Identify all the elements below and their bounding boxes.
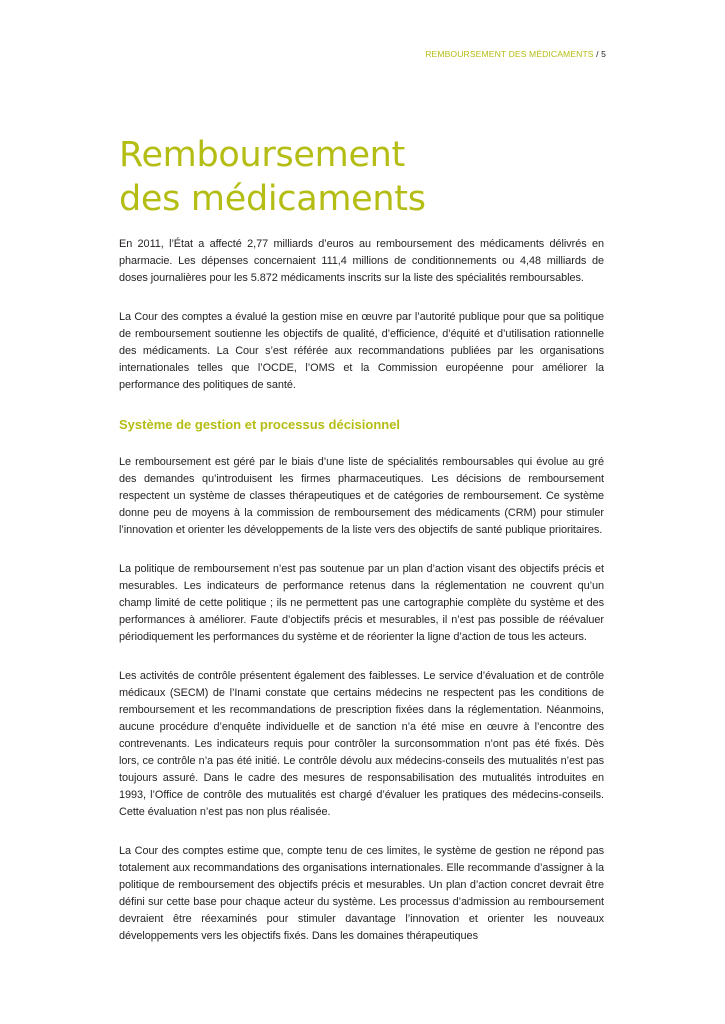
running-title: REMBOURSEMENT DES MÉDICAMENTS xyxy=(425,49,594,59)
intro-paragraph-2: La Cour des comptes a évalué la gestion mise en œuvre par l’autorité publique pour que sa politique de remboursement soutienne les objectifs de qualité, d’efficience, d’équité et d’utilisation rationnelle des médicaments. La Cour s’est référée aux recommandations publiées par les organisations internationales telles que l’OCDE, l’OMS et la Commission européenne pour améliorer la performance des politiques de santé. xyxy=(119,311,604,391)
section-heading: Système de gestion et processus décisionnel xyxy=(119,417,401,432)
title-line-1: Remboursement xyxy=(119,135,405,175)
section-paragraph-2: La politique de remboursement n’est pas soutenue par un plan d’action visant des objectifs précis et mesurables. Les indicateurs de performance retenus dans la réglementation ne couvrent qu’un champ limité de cette politique ; ils ne permettent pas une cartographie complète du système et des performances à améliorer. Faute d’objectifs précis et mesurables, il n’est pas possible de réévaluer périodiquement les performances du système et de réorienter la ligne d’action de tous les acteurs. xyxy=(119,563,604,643)
section-paragraph-1: Le remboursement est géré par le biais d’une liste de spécialités remboursables qui évolue au gré des demandes qu’introduisent les firmes pharmaceutiques. Les décisions de remboursement respectent un système de classes thérapeutiques et de catégories de remboursement. Ce système donne peu de moyens à la commission de remboursement des médicaments (CRM) pour stimuler l’innovation et orienter les développements de la liste vers des objectifs de santé publique prioritaires. xyxy=(119,456,604,536)
section-paragraph-3: Les activités de contrôle présentent également des faiblesses. Le service d’évaluation et de contrôle médicaux (SECM) de l’Inami constate que certains médecins ne respectent pas les conditions de remboursement et les recommandations de prescription fixées dans la réglementation. Néanmoins, aucune procédure d’enquête individuelle et de sanction n’a été mise en œuvre à l’encontre des contrevenants. Les indicateurs requis pour contrôler la surconsommation n’ont pas été fixés. Dès lors, ce contrôle n’a pas été initié. Le contrôle dévolu aux médecins-conseils des mutualités n’est pas toujours assuré. Dans le cadre des mesures de responsabilisation des mutualités introduites en 1993, l’Office de contrôle des mutualités est chargé d’évaluer les pratiques des médecins-conseils. Cette évaluation n’est pas non plus réalisée. xyxy=(119,670,604,818)
running-header xyxy=(425,49,606,59)
page-title xyxy=(119,133,599,221)
header-separator: / xyxy=(593,49,602,59)
body-content xyxy=(119,236,604,967)
intro-paragraph-1: En 2011, l’État a affecté 2,77 milliards d’euros au remboursement des médicaments délivrés en pharmacie. Les dépenses concernaient 111,4 millions de conditionnements ou 4,48 milliards de doses journalières pour les 5.872 médicaments inscrits sur la liste des spécialités remboursables. xyxy=(119,238,604,284)
page-number: 5 xyxy=(601,49,606,59)
section-paragraph-4: La Cour des comptes estime que, compte tenu de ces limites, le système de gestion ne répond pas totalement aux recommandations des organisations internationales. Elle recommande d’assigner à la politique de remboursement des objectifs précis et mesurables. Un plan d’action concret devrait être défini sur cette base pour chaque acteur du système. Les processus d’admission au remboursement devraient être réexaminés pour stimuler davantage l’innovation et orienter les nouveaux développements vers les objectifs fixés. Dans les domaines thérapeutiques xyxy=(119,845,604,942)
title-line-2: des médicaments xyxy=(119,179,426,219)
